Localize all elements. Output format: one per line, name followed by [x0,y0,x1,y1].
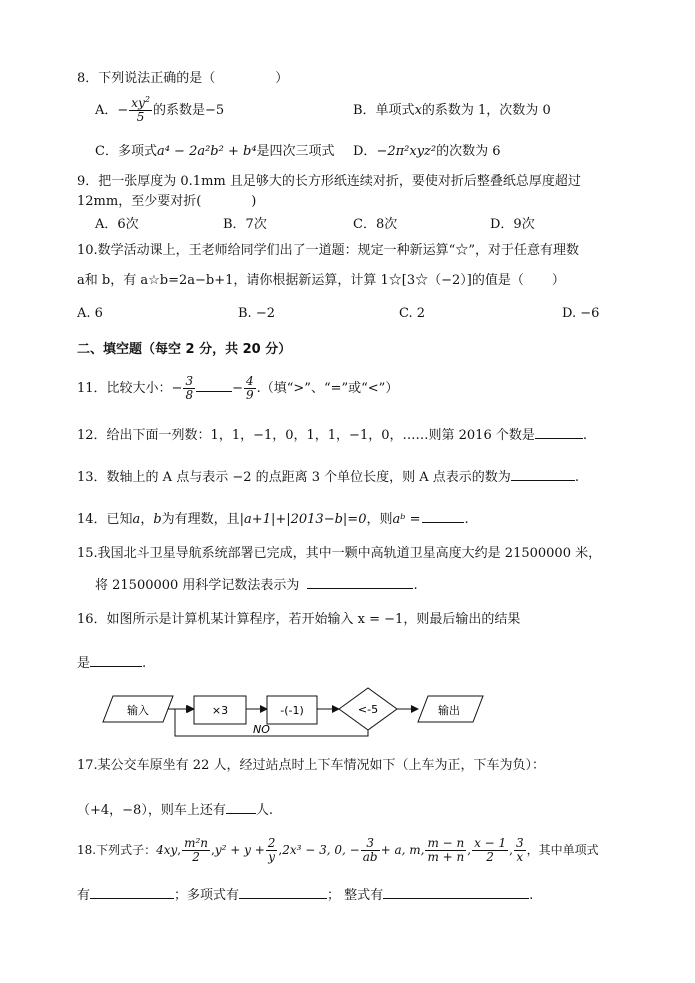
q8-option-c: C．多项式a⁴ − 2a²b² + b⁴是四次三项式 [95,144,335,159]
flowchart-subtract-label: -(-1) [280,704,304,717]
q10-option-d: D. −6 [562,306,600,321]
q10-option-c: C. 2 [399,306,426,321]
q9-line1: 9．把一张厚度为 0.1mm 且足够大的长方形纸连续对折，要使对折后整叠纸总厚度超过 [77,174,581,189]
q18-polynomial-blank[interactable] [239,884,327,899]
flowchart-input-label: 输入 [127,704,149,717]
q10-line2: a和 b，有 a☆b=2a−b+1，请你根据新运算，计算 1☆[3☆（−2）]的值是（ ） [77,273,565,288]
q9-option-a: A．6次 [95,217,139,232]
q15-line2: 将 21500000 用科学记数法表示为 . [95,574,418,595]
q18-fraction-3: $\frac{3}{ab}$ [362,836,378,864]
q15-answer-blank[interactable] [307,574,413,589]
q16-answer-blank[interactable] [90,652,142,667]
q13: 13．数轴上的 A 点与表示 −2 的点距离 3 个单位长度，则 A 点表示的数为 . [77,466,579,487]
q8-option-d: D．−2π²xyz²的次数为 6 [353,144,501,159]
q17-answer-blank[interactable] [226,799,256,814]
q16-line1: 16．如图所示是计算机某计算程序，若开始输入 x = −1，则最后输出的结果 [77,612,521,627]
q17-line1: 17.某公交车原坐有 22 人，经过站点时上下车情况如下（上车为正，下车为负）： [77,758,545,773]
q8-option-b: B．单项式x的系数为 1，次数为 0 [353,103,551,118]
q16-line2: 是 . [77,652,146,673]
q11-fraction-2: $\frac{4}{9}$ [246,374,254,402]
flowchart [95,684,495,740]
q14: 14．已知a，b为有理数，且|a+1|+|2013−b|=0，则aᵇ = . [77,508,469,529]
q11: 11．比较大小：− $\frac{3}{8}$ − $\frac{4}{9}$ .（填“>”、“=”或“<”） [77,374,399,402]
q18-expressions: 18.下列式子：4xy, $\frac{\text{m²n}}{2}$ ,y² + y + $\frac{2}{y}$ ,2x³ − 3, 0, − $\frac{3}{ab}$ + a, m, $\frac{m - n}{m + n}$ , $\frac{x - 1}{2}$ , $\frac{3}{x}$ ，其中单项式 [77,836,599,864]
q8-a-fraction: $\frac{xy^2}{5}$ [131,95,150,124]
q10-option-b: B. −2 [238,306,275,321]
q10-option-a: A. 6 [77,306,103,321]
q18-fraction-4: $\frac{m - n}{m + n}$ [427,836,465,864]
q8-option-a: A．− $\frac{xy^2}{5}$ 的系数是−5 [95,95,225,124]
q9-option-b: B．7次 [223,217,267,232]
q18-line2: 有 ；多项式有 ； 整式有 . [77,884,533,905]
q9-option-d: D．9次 [490,217,535,232]
q11-fraction-1: $\frac{3}{8}$ [185,374,194,402]
section-title-fill-blank: 二、填空题（每空 2 分，共 20 分） [77,342,292,357]
q17-line2: （+4，−8），则车上还有 人. [77,799,273,820]
q18-fraction-5: $\frac{x - 1}{2}$ [474,836,507,864]
flowchart-output-label: 输出 [438,704,460,717]
flowchart-multiply-label: ×3 [211,704,229,717]
q12: 12．给出下面一列数：1，1，−1，0，1，1，−1，0，……则第 2016 个数是 . [77,424,587,445]
q9-line2: 12mm，至少要对折( ) [77,194,257,209]
q18-fraction-2: $\frac{2}{y}$ [267,836,276,864]
q13-answer-blank[interactable] [511,466,575,481]
q18-monomial-blank[interactable] [90,884,174,899]
q14-answer-blank[interactable] [422,508,464,523]
q9-option-c: C．8次 [353,217,398,232]
q18-fraction-1: $\frac{\text{m²n}}{2}$ [184,836,209,864]
q12-answer-blank[interactable] [535,424,583,439]
q18-fraction-6: $\frac{3}{x}$ [515,836,524,864]
flowchart-no-label: NO [253,723,270,736]
q18-integral-blank[interactable] [383,884,529,899]
q8-stem: 8．下列说法正确的是（ ） [77,71,289,86]
q15-line1: 15.我国北斗卫星导航系统部署已完成，其中一颗中高轨道卫星高度大约是 21500000 米， [77,546,602,561]
q10-line1: 10.数学活动课上，王老师给同学们出了一道题：规定一种新运算“☆”，对于任意有理数 [77,243,579,258]
q11-answer-blank[interactable] [196,377,232,392]
flowchart-condition-label: <-5 [357,703,379,716]
